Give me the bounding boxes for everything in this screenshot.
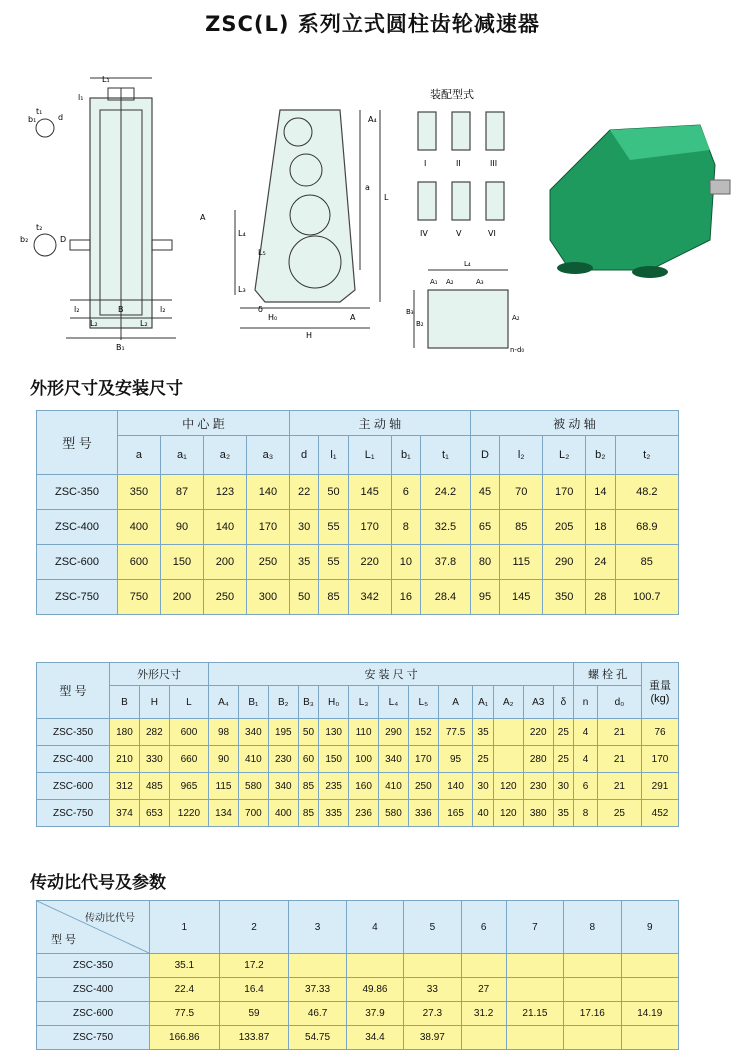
svg-text:l₂: l₂ <box>74 305 80 314</box>
table-cell: 24 <box>586 545 615 580</box>
table-cell <box>346 954 403 978</box>
table-cell: ZSC-750 <box>37 800 110 827</box>
table-cell: 50 <box>289 580 318 615</box>
table-cell: 21 <box>597 746 641 773</box>
table-cell: 235 <box>319 773 349 800</box>
svg-text:L₂: L₂ <box>140 319 148 328</box>
table-cell: 38.97 <box>404 1026 461 1050</box>
table-cell: D <box>470 436 499 475</box>
svg-text:L₂: L₂ <box>90 319 98 328</box>
svg-text:l₂: l₂ <box>160 305 166 314</box>
table-row <box>37 510 679 545</box>
table-cell: 85 <box>500 510 543 545</box>
table-cell: 300 <box>246 580 289 615</box>
table-cell: 3 <box>289 901 346 954</box>
table-cell: 230 <box>523 773 553 800</box>
table-cell: 1220 <box>169 800 208 827</box>
table-cell: 17.2 <box>219 954 289 978</box>
table-cell: t₂ <box>615 436 678 475</box>
table-cell: 34.4 <box>346 1026 403 1050</box>
table-cell: 140 <box>246 475 289 510</box>
svg-text:t₁: t₁ <box>36 107 43 116</box>
table-cell: 195 <box>268 719 298 746</box>
table-cell: 50 <box>319 475 348 510</box>
svg-text:B: B <box>118 305 124 314</box>
table-cell: 35 <box>553 800 573 827</box>
table-cell: 600 <box>118 545 161 580</box>
table-cell: 30 <box>473 773 493 800</box>
table-cell: 150 <box>160 545 203 580</box>
table-cell: 60 <box>298 746 318 773</box>
table-row <box>37 475 679 510</box>
table-cell <box>564 978 621 1002</box>
page-title: ZSC(L) 系列立式圆柱齿轮减速器 <box>205 12 540 36</box>
table-cell: 40 <box>473 800 493 827</box>
table-row <box>37 800 679 827</box>
table-cell: 312 <box>110 773 140 800</box>
table-cell: 6 <box>391 475 420 510</box>
table-cell: 5 <box>404 901 461 954</box>
table-cell: 280 <box>523 746 553 773</box>
table-cell: 130 <box>319 719 349 746</box>
svg-text:A₂: A₂ <box>446 278 454 286</box>
table-cell: 2 <box>219 901 289 954</box>
svg-text:V: V <box>456 229 462 238</box>
table-cell: ZSC-350 <box>37 475 118 510</box>
table-row <box>37 773 679 800</box>
table-cell: 49.86 <box>346 978 403 1002</box>
svg-text:B₂: B₂ <box>416 320 424 328</box>
table-cell: 200 <box>203 545 246 580</box>
table-cell <box>506 954 563 978</box>
group-header: 外形尺寸 <box>110 663 209 686</box>
table-cell: ZSC-600 <box>37 773 110 800</box>
table-cell: 170 <box>348 510 391 545</box>
model-header: 型 号 <box>51 934 77 946</box>
table-cell: 220 <box>523 719 553 746</box>
table-cell: 28 <box>586 580 615 615</box>
table-cell: 16.4 <box>219 978 289 1002</box>
group-header: 中 心 距 <box>118 411 290 436</box>
model-header: 型 号 <box>37 411 118 475</box>
table-cell: 85 <box>298 800 318 827</box>
table-cell: 25 <box>553 746 573 773</box>
table-cell: d <box>289 436 318 475</box>
table-cell: 55 <box>319 545 348 580</box>
dim-label: L₁ <box>102 75 110 84</box>
table-cell: 35 <box>289 545 318 580</box>
assembly-types-drawing <box>418 87 504 238</box>
installation-table <box>36 662 679 827</box>
table-cell: 24.2 <box>421 475 471 510</box>
table-cell: 140 <box>438 773 473 800</box>
table-cell <box>404 954 461 978</box>
group-header: 螺 栓 孔 <box>574 663 642 686</box>
table-cell <box>461 954 506 978</box>
table-cell: 580 <box>238 773 268 800</box>
svg-text:B₃: B₃ <box>406 308 414 316</box>
svg-text:II: II <box>456 159 461 168</box>
table-cell: 28.4 <box>421 580 471 615</box>
svg-text:δ: δ <box>258 305 263 314</box>
svg-text:H: H <box>306 331 313 340</box>
table-cell: 230 <box>268 746 298 773</box>
table-cell: 485 <box>139 773 169 800</box>
table-cell: 9 <box>621 901 678 954</box>
table-cell: L₅ <box>408 686 438 719</box>
table-cell: a₃ <box>246 436 289 475</box>
table-cell <box>506 978 563 1002</box>
svg-text:A: A <box>350 313 356 322</box>
table-cell: 37.8 <box>421 545 471 580</box>
weight-header: 重量 (kg) <box>642 663 679 719</box>
table-cell: ZSC-400 <box>37 510 118 545</box>
front-view-drawing <box>200 110 389 340</box>
table-cell: 290 <box>543 545 586 580</box>
ratio-table <box>36 900 679 1050</box>
table-cell: 110 <box>349 719 379 746</box>
svg-text:IV: IV <box>420 229 428 238</box>
table-cell: 4 <box>574 719 598 746</box>
table-cell: 17.16 <box>564 1002 621 1026</box>
table-cell: 30 <box>289 510 318 545</box>
table-cell: L <box>169 686 208 719</box>
table-cell <box>506 1026 563 1050</box>
table-cell: 200 <box>160 580 203 615</box>
table-cell: 37.33 <box>289 978 346 1002</box>
table-cell: 100 <box>349 746 379 773</box>
table-cell: 290 <box>379 719 409 746</box>
table-cell: ZSC-750 <box>37 580 118 615</box>
table-cell: 35 <box>473 719 493 746</box>
table-row <box>37 746 679 773</box>
table-cell <box>621 978 678 1002</box>
table-cell: A <box>438 686 473 719</box>
ratio-code-header: 传动比代号 <box>85 913 135 924</box>
table-cell: 27 <box>461 978 506 1002</box>
svg-text:A₃: A₃ <box>476 278 484 286</box>
table-cell: 336 <box>408 800 438 827</box>
table-cell: d₀ <box>597 686 641 719</box>
table-cell: 98 <box>209 719 239 746</box>
svg-text:III: III <box>490 159 498 168</box>
table-cell: 6 <box>574 773 598 800</box>
table-cell: 8 <box>391 510 420 545</box>
table-cell: 77.5 <box>150 1002 220 1026</box>
table-cell: 410 <box>379 773 409 800</box>
table-cell: 6 <box>461 901 506 954</box>
table-cell: ZSC-400 <box>37 978 150 1002</box>
table-cell: ZSC-350 <box>37 954 150 978</box>
table-cell: 350 <box>543 580 586 615</box>
table-cell: 85 <box>615 545 678 580</box>
table-cell: 220 <box>348 545 391 580</box>
table-cell: 7 <box>506 901 563 954</box>
table-cell: 340 <box>268 773 298 800</box>
group-header: 被 动 轴 <box>470 411 678 436</box>
table-row <box>37 1026 679 1050</box>
svg-text:I: I <box>424 159 427 168</box>
table-cell: 120 <box>493 800 523 827</box>
table-cell: 380 <box>523 800 553 827</box>
table-cell: 180 <box>110 719 140 746</box>
svg-text:a: a <box>365 183 370 192</box>
svg-text:L₅: L₅ <box>258 248 266 257</box>
table-cell: ZSC-400 <box>37 746 110 773</box>
table-cell: L₂ <box>543 436 586 475</box>
table-cell: 21 <box>597 773 641 800</box>
table-row <box>37 978 679 1002</box>
table-cell: 76 <box>642 719 679 746</box>
table-cell: 85 <box>319 580 348 615</box>
table-cell: 410 <box>238 746 268 773</box>
table-cell: 250 <box>246 545 289 580</box>
table-cell: 250 <box>203 580 246 615</box>
table-cell: 35.1 <box>150 954 220 978</box>
table-cell: 140 <box>203 510 246 545</box>
table-cell: 25 <box>473 746 493 773</box>
table-cell: b₁ <box>391 436 420 475</box>
table-cell: 25 <box>553 719 573 746</box>
table-cell: 100.7 <box>615 580 678 615</box>
table-cell: B₂ <box>268 686 298 719</box>
table-cell: 342 <box>348 580 391 615</box>
svg-text:L₃: L₃ <box>238 285 246 294</box>
table-cell: A₂ <box>493 686 523 719</box>
table-cell: 291 <box>642 773 679 800</box>
table-cell: 165 <box>438 800 473 827</box>
table-cell <box>493 746 523 773</box>
table-cell: 236 <box>349 800 379 827</box>
table-cell: 400 <box>268 800 298 827</box>
table-cell: 21.15 <box>506 1002 563 1026</box>
table-cell: A₁ <box>473 686 493 719</box>
table-row <box>37 719 679 746</box>
table-cell: 18 <box>586 510 615 545</box>
table-cell: 205 <box>543 510 586 545</box>
svg-text:A₄: A₄ <box>368 115 377 124</box>
table-cell: H₀ <box>319 686 349 719</box>
table-cell: l₁ <box>319 436 348 475</box>
table-cell: 33 <box>404 978 461 1002</box>
svg-text:A₂: A₂ <box>512 314 520 322</box>
table-cell: B <box>110 686 140 719</box>
table-cell: 150 <box>319 746 349 773</box>
table-cell: 80 <box>470 545 499 580</box>
table-cell: t₁ <box>421 436 471 475</box>
table-cell: 120 <box>493 773 523 800</box>
table-cell: 145 <box>348 475 391 510</box>
table-cell <box>621 954 678 978</box>
table-cell: 335 <box>319 800 349 827</box>
table-cell: 90 <box>209 746 239 773</box>
table-cell: 700 <box>238 800 268 827</box>
assembly-title: 装配型式 <box>430 88 474 101</box>
svg-text:t₂: t₂ <box>36 223 43 232</box>
table-cell: 133.87 <box>219 1026 289 1050</box>
table-cell: 166.86 <box>150 1026 220 1050</box>
table-cell: 170 <box>642 746 679 773</box>
table-cell: 170 <box>543 475 586 510</box>
table-row <box>37 580 679 615</box>
svg-text:A₁: A₁ <box>430 278 438 286</box>
table-cell: 660 <box>169 746 208 773</box>
table-cell: 123 <box>203 475 246 510</box>
table-cell: L₃ <box>349 686 379 719</box>
table-cell: 50 <box>298 719 318 746</box>
table-row <box>37 954 679 978</box>
table-cell: H <box>139 686 169 719</box>
svg-text:n-d₀: n-d₀ <box>510 346 525 354</box>
svg-text:b₂: b₂ <box>20 235 29 244</box>
model-header: 型 号 <box>37 663 110 719</box>
table-cell: 170 <box>246 510 289 545</box>
table-cell: 653 <box>139 800 169 827</box>
section-title-ratios: 传动比代号及参数 <box>30 873 166 893</box>
table-cell: ZSC-600 <box>37 545 118 580</box>
table-cell: a₂ <box>203 436 246 475</box>
table-cell: 55 <box>319 510 348 545</box>
table-cell: 350 <box>118 475 161 510</box>
svg-text:B₁: B₁ <box>116 343 125 352</box>
table-cell: 580 <box>379 800 409 827</box>
table-cell: 340 <box>238 719 268 746</box>
table-cell: 22 <box>289 475 318 510</box>
svg-text:L: L <box>384 193 389 202</box>
table-cell: 152 <box>408 719 438 746</box>
table-cell: 250 <box>408 773 438 800</box>
table-cell: 330 <box>139 746 169 773</box>
table-cell: ZSC-350 <box>37 719 110 746</box>
table-cell: l₂ <box>500 436 543 475</box>
table-cell: b₂ <box>586 436 615 475</box>
table-cell: 65 <box>470 510 499 545</box>
group-header: 主 动 轴 <box>289 411 470 436</box>
table-cell: a₁ <box>160 436 203 475</box>
table-cell: 965 <box>169 773 208 800</box>
table-cell: 25 <box>597 800 641 827</box>
plan-view-drawing <box>406 260 524 354</box>
table-cell: ZSC-750 <box>37 1026 150 1050</box>
table-cell: 48.2 <box>615 475 678 510</box>
table-row <box>37 1002 679 1026</box>
table-cell: 134 <box>209 800 239 827</box>
table-cell: 54.75 <box>289 1026 346 1050</box>
table-cell: 170 <box>408 746 438 773</box>
svg-text:H₀: H₀ <box>268 313 278 322</box>
table-cell: 30 <box>553 773 573 800</box>
table-cell: 21 <box>597 719 641 746</box>
table-cell: 1 <box>150 901 220 954</box>
diagonal-header-cell <box>37 901 150 954</box>
table-cell: δ <box>553 686 573 719</box>
table-row <box>37 545 679 580</box>
svg-text:D: D <box>60 235 67 244</box>
svg-text:d: d <box>58 113 64 122</box>
table-cell: 452 <box>642 800 679 827</box>
table-cell: 4 <box>346 901 403 954</box>
table-cell: 27.3 <box>404 1002 461 1026</box>
table-cell: A₄ <box>209 686 239 719</box>
svg-text:VI: VI <box>488 229 496 238</box>
table-cell: 210 <box>110 746 140 773</box>
table-cell: 600 <box>169 719 208 746</box>
table-cell <box>564 1026 621 1050</box>
table-cell: 16 <box>391 580 420 615</box>
side-view-drawing <box>20 75 176 352</box>
table-cell: 37.9 <box>346 1002 403 1026</box>
table-cell: 115 <box>209 773 239 800</box>
table-cell: 46.7 <box>289 1002 346 1026</box>
section-title-dimensions: 外形尺寸及安装尺寸 <box>30 379 183 399</box>
svg-text:A: A <box>200 213 206 222</box>
table-cell: 340 <box>379 746 409 773</box>
table-cell: L₄ <box>379 686 409 719</box>
table-cell: 374 <box>110 800 140 827</box>
table-cell: ZSC-600 <box>37 1002 150 1026</box>
table-cell: 87 <box>160 475 203 510</box>
table-cell: a <box>118 436 161 475</box>
table-cell: 282 <box>139 719 169 746</box>
group-header: 安 装 尺 寸 <box>209 663 574 686</box>
table-cell <box>564 954 621 978</box>
table-cell: 22.4 <box>150 978 220 1002</box>
table-cell: B₃ <box>298 686 318 719</box>
table-cell: 400 <box>118 510 161 545</box>
table-cell: 32.5 <box>421 510 471 545</box>
table-cell: 8 <box>574 800 598 827</box>
table-cell: 145 <box>500 580 543 615</box>
technical-drawings <box>10 70 735 360</box>
svg-text:l₁: l₁ <box>78 93 84 102</box>
table-cell: 750 <box>118 580 161 615</box>
table-cell: 14 <box>586 475 615 510</box>
table-cell: 10 <box>391 545 420 580</box>
svg-text:L₄: L₄ <box>238 229 246 238</box>
table-cell: 70 <box>500 475 543 510</box>
table-cell: n <box>574 686 598 719</box>
table-cell: 31.2 <box>461 1002 506 1026</box>
table-cell <box>289 954 346 978</box>
table-cell: B₁ <box>238 686 268 719</box>
table-cell: 59 <box>219 1002 289 1026</box>
table-cell: A3 <box>523 686 553 719</box>
table-cell: 77.5 <box>438 719 473 746</box>
reducer-product-image <box>550 125 730 278</box>
table-cell: 68.9 <box>615 510 678 545</box>
table-cell: L₁ <box>348 436 391 475</box>
svg-text:b₁: b₁ <box>28 115 37 124</box>
table-cell: 115 <box>500 545 543 580</box>
table-cell <box>461 1026 506 1050</box>
dimensions-table <box>36 410 679 615</box>
table-cell <box>621 1026 678 1050</box>
table-cell: 90 <box>160 510 203 545</box>
table-cell <box>493 719 523 746</box>
table-cell: 160 <box>349 773 379 800</box>
table-cell: 14.19 <box>621 1002 678 1026</box>
table-cell: 45 <box>470 475 499 510</box>
table-cell: 8 <box>564 901 621 954</box>
table-cell: 85 <box>298 773 318 800</box>
svg-text:L₄: L₄ <box>464 260 471 268</box>
table-cell: 95 <box>470 580 499 615</box>
table-cell: 95 <box>438 746 473 773</box>
table-cell: 4 <box>574 746 598 773</box>
